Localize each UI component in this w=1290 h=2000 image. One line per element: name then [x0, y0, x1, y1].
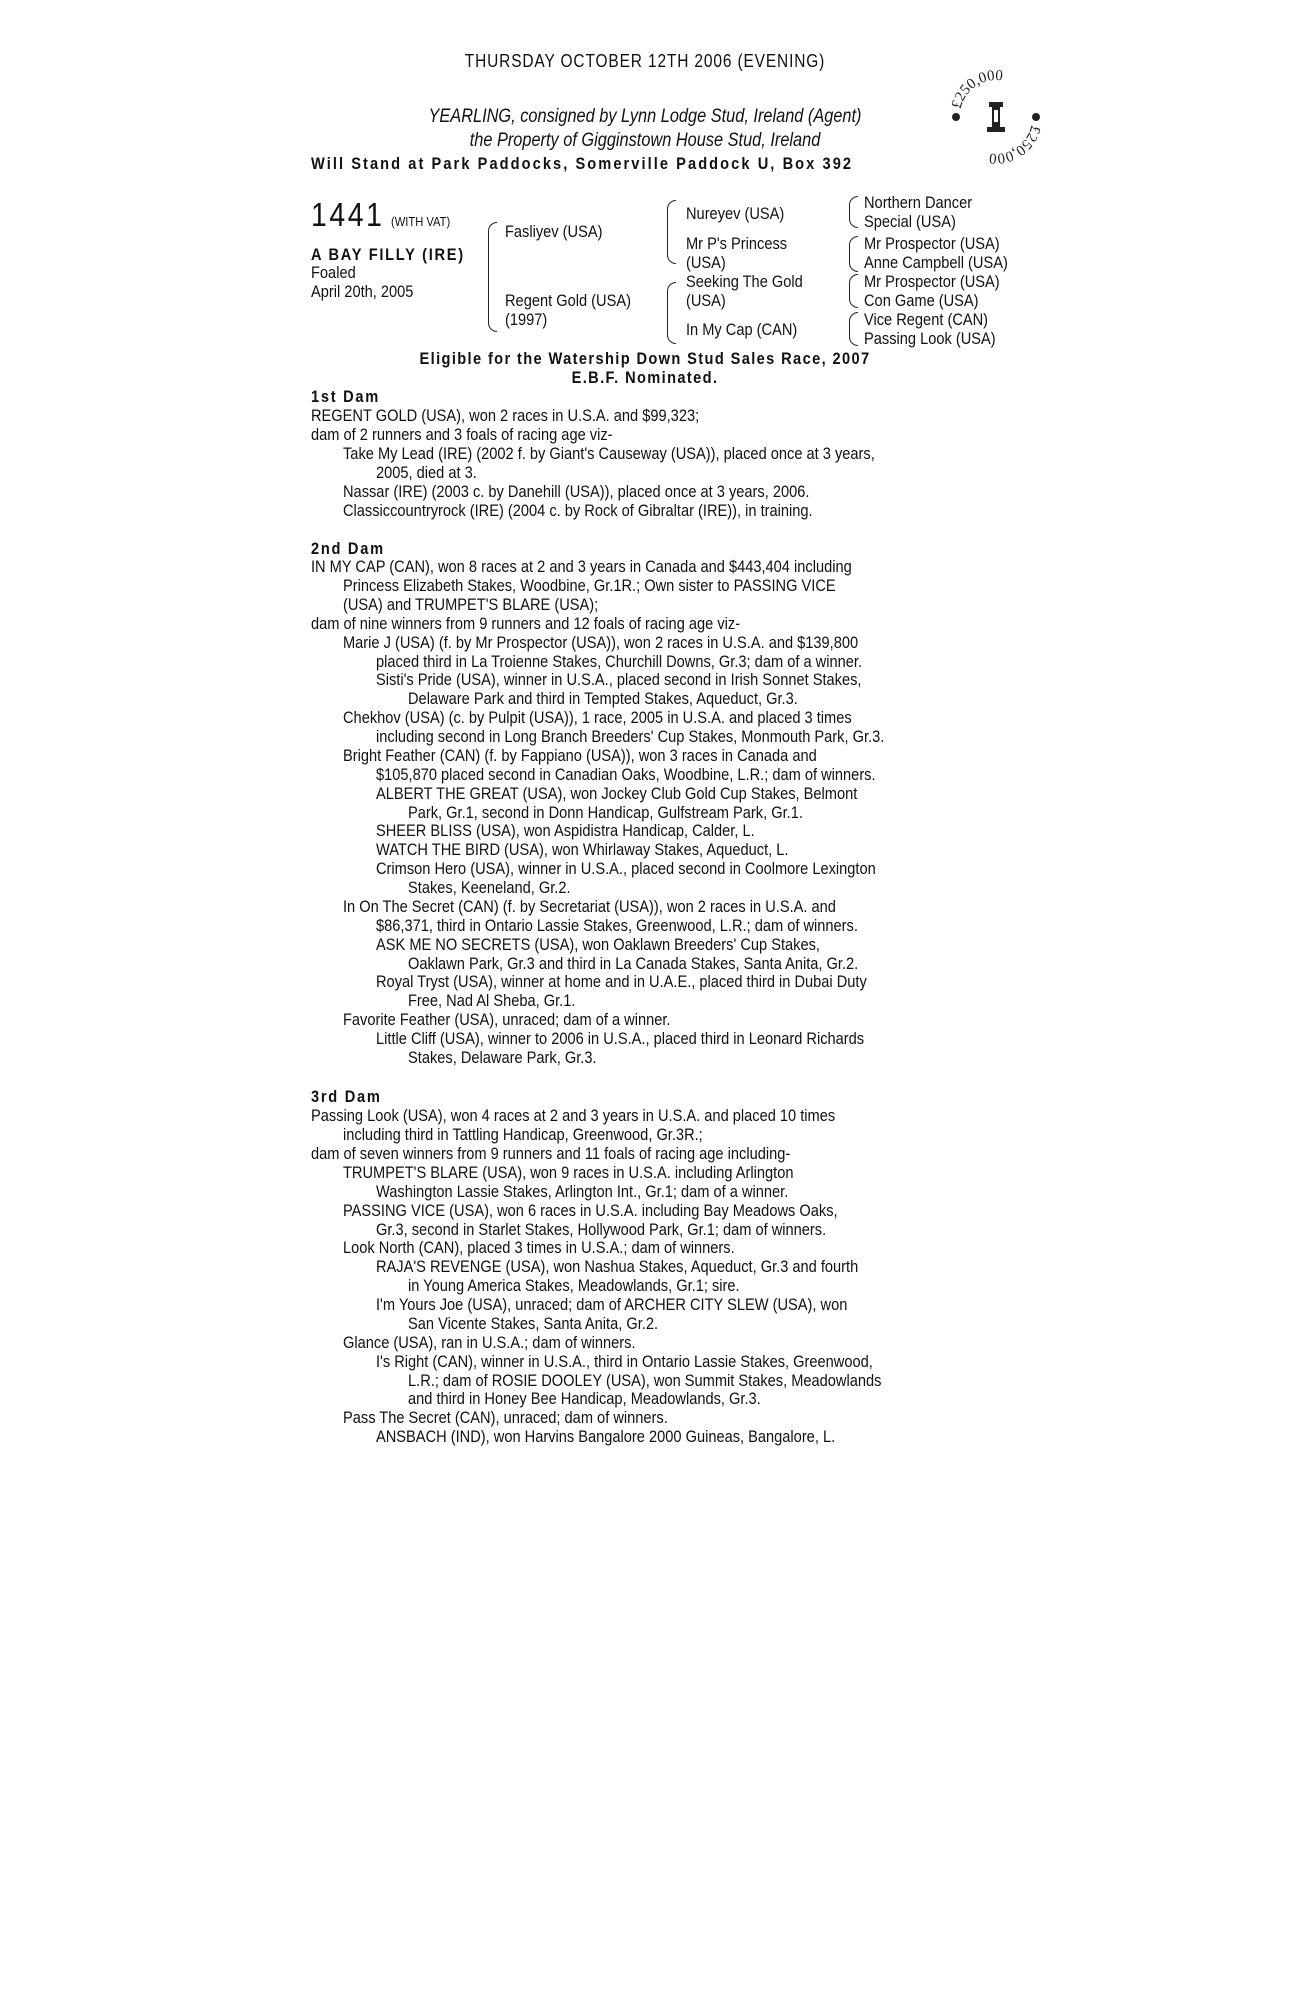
second-dam-line: including second in Long Branch Breeders' Cup Stakes, Monmouth Park, Gr.3.	[376, 727, 885, 746]
second-dam-line: (USA) and TRUMPET'S BLARE (USA);	[343, 595, 599, 614]
pedigree-brace-sire	[667, 200, 676, 264]
first-dam-line: REGENT GOLD (USA), won 2 races in U.S.A. and $99,323;	[311, 406, 700, 425]
third-dam-heading: 3rd Dam	[311, 1087, 382, 1106]
third-dam-line: L.R.; dam of ROSIE DOOLEY (USA), won Summit Stakes, Meadowlands	[408, 1371, 882, 1390]
third-dam-line: I'm Yours Joe (USA), unraced; dam of ARCHER CITY SLEW (USA), won	[376, 1295, 848, 1314]
second-dam-line: Princess Elizabeth Stakes, Woodbine, Gr.1R.; Own sister to PASSING VICE	[343, 576, 836, 595]
eligibility-line-2: E.B.F. Nominated.	[571, 368, 719, 387]
sale-title: THURSDAY OCTOBER 12TH 2006 (EVENING)	[464, 51, 826, 71]
ggs-4: Vice Regent (CAN)	[864, 310, 989, 329]
dam-year: (1997)	[505, 310, 548, 329]
third-dam-line: I's Right (CAN), winner in U.S.A., third in Ontario Lassie Stakes, Greenwood,	[376, 1352, 873, 1371]
pedigree-brace-ds	[849, 274, 858, 308]
first-dam-heading: 1st Dam	[311, 387, 380, 406]
ggs-2: Mr Prospector (USA)	[864, 234, 1000, 253]
pedigree-brace-dd	[849, 312, 858, 346]
ggd-1: Special (USA)	[864, 212, 956, 231]
third-dam-line: Passing Look (USA), won 4 races at 2 and 3 years in U.S.A. and placed 10 times	[311, 1106, 836, 1125]
third-dam-line: Glance (USA), ran in U.S.A.; dam of winners.	[343, 1333, 636, 1352]
second-dam-line: Delaware Park and third in Tempted Stakes, Aqueduct, Gr.3.	[408, 689, 798, 708]
foaled-label: Foaled	[311, 263, 356, 282]
third-dam-line: Look North (CAN), placed 3 times in U.S.A.; dam of winners.	[343, 1238, 735, 1257]
third-dam-line: dam of seven winners from 9 runners and 11 foals of racing age including-	[311, 1144, 791, 1163]
second-dam-line: dam of nine winners from 9 runners and 12 foals of racing age viz-	[311, 614, 741, 633]
third-dam-line: and third in Honey Bee Handicap, Meadowlands, Gr.3.	[408, 1389, 761, 1408]
foaled-date: April 20th, 2005	[311, 282, 414, 301]
pedigree-brace-sd	[849, 236, 858, 272]
ggs-1: Northern Dancer	[864, 193, 973, 212]
price-stamp-bottom: £250,000	[988, 123, 1044, 166]
pedigree-brace-ss	[849, 196, 858, 228]
dam: Regent Gold (USA)	[505, 291, 631, 310]
second-dam-line: Marie J (USA) (f. by Mr Prospector (USA)), won 2 races in U.S.A. and $139,800	[343, 633, 859, 652]
third-dam-line: including third in Tattling Handicap, Greenwood, Gr.3R.;	[343, 1125, 703, 1144]
second-dam-line: In On The Secret (CAN) (f. by Secretariat (USA)), won 2 races in U.S.A. and	[343, 897, 836, 916]
third-dam-line: in Young America Stakes, Meadowlands, Gr.1; sire.	[408, 1276, 740, 1295]
ggd-4: Passing Look (USA)	[864, 329, 996, 348]
pedigree-brace-dam	[667, 282, 676, 344]
first-dam-line: dam of 2 runners and 3 foals of racing age viz-	[311, 425, 613, 444]
sire: Fasliyev (USA)	[505, 222, 603, 241]
sire-of-dam: Seeking The Gold	[686, 272, 803, 291]
sire-of-sire: Nureyev (USA)	[686, 204, 785, 223]
second-dam-line: Free, Nad Al Sheba, Gr.1.	[408, 991, 576, 1010]
first-dam-line: 2005, died at 3.	[376, 463, 477, 482]
third-dam-line: TRUMPET'S BLARE (USA), won 9 races in U.S.A. including Arlington	[343, 1163, 794, 1182]
third-dam-line: ANSBACH (IND), won Harvins Bangalore 2000 Guineas, Bangalore, L.	[376, 1427, 836, 1446]
first-dam-line: Nassar (IRE) (2003 c. by Danehill (USA)), placed once at 3 years, 2006.	[343, 482, 810, 501]
third-dam-line: Pass The Secret (CAN), unraced; dam of winners.	[343, 1408, 668, 1427]
vat-note: (WITH VAT)	[391, 214, 451, 229]
second-dam-line: WATCH THE BIRD (USA), won Whirlaway Stakes, Aqueduct, L.	[376, 840, 789, 859]
second-dam-line: Bright Feather (CAN) (f. by Fappiano (USA)), won 3 races in Canada and	[343, 746, 817, 765]
third-dam-line: Gr.3, second in Starlet Stakes, Hollywood Park, Gr.1; dam of winners.	[376, 1220, 827, 1239]
third-dam-line: San Vicente Stakes, Santa Anita, Gr.2.	[408, 1314, 659, 1333]
second-dam-line: Park, Gr.1, second in Donn Handicap, Gulfstream Park, Gr.1.	[408, 803, 803, 822]
eligibility-line-1: Eligible for the Watership Down Stud Sales Race, 2007	[419, 349, 871, 368]
second-dam-line: ASK ME NO SECRETS (USA), won Oaklawn Breeders' Cup Stakes,	[376, 935, 820, 954]
dam-of-sire: Mr P's Princess	[686, 234, 788, 253]
dam-of-sire-country: (USA)	[686, 253, 726, 272]
lot-number: 1441	[311, 196, 385, 233]
price-seal	[946, 66, 1046, 166]
second-dam-line: Stakes, Delaware Park, Gr.3.	[408, 1048, 597, 1067]
third-dam-line: PASSING VICE (USA), won 6 races in U.S.A. including Bay Meadows Oaks,	[343, 1201, 838, 1220]
second-dam-line: placed third in La Troienne Stakes, Churchill Downs, Gr.3; dam of a winner.	[376, 652, 862, 671]
consignment-line-1: YEARLING, consigned by Lynn Lodge Stud, Ireland (Agent)	[428, 106, 862, 127]
third-dam-line: Washington Lassie Stakes, Arlington Int., Gr.1; dam of a winner.	[376, 1182, 789, 1201]
second-dam-heading: 2nd Dam	[311, 539, 385, 558]
second-dam-line: Chekhov (USA) (c. by Pulpit (USA)), 1 race, 2005 in U.S.A. and placed 3 times	[343, 708, 852, 727]
second-dam-line: $86,371, third in Ontario Lassie Stakes, Greenwood, L.R.; dam of winners.	[376, 916, 858, 935]
second-dam-line: Royal Tryst (USA), winner at home and in U.A.E., placed third in Dubai Duty	[376, 972, 867, 991]
hammer-icon	[987, 102, 1005, 132]
ggd-3: Con Game (USA)	[864, 291, 979, 310]
second-dam-line: Little Cliff (USA), winner to 2006 in U.S.A., placed third in Leonard Richards	[376, 1029, 865, 1048]
second-dam-line: $105,870 placed second in Canadian Oaks, Woodbine, L.R.; dam of winners.	[376, 765, 876, 784]
sire-of-dam-country: (USA)	[686, 291, 726, 310]
lot-description: A BAY FILLY (IRE)	[311, 245, 465, 264]
stand-location: Will Stand at Park Paddocks, Somerville Paddock U, Box 392	[311, 154, 854, 173]
ggs-3: Mr Prospector (USA)	[864, 272, 1000, 291]
second-dam-line: IN MY CAP (CAN), won 8 races at 2 and 3 years in Canada and $443,404 including	[311, 557, 852, 576]
price-stamp-top: £250,000	[948, 67, 1004, 111]
consignment-line-2: the Property of Gigginstown House Stud, Ireland	[469, 130, 821, 151]
second-dam-line: Crimson Hero (USA), winner in U.S.A., placed second in Coolmore Lexington	[376, 859, 876, 878]
second-dam-line: Stakes, Keeneland, Gr.2.	[408, 878, 571, 897]
ggd-2: Anne Campbell (USA)	[864, 253, 1008, 272]
second-dam-line: Oaklawn Park, Gr.3 and third in La Canada Stakes, Santa Anita, Gr.2.	[408, 954, 859, 973]
second-dam-line: Sisti's Pride (USA), winner in U.S.A., placed second in Irish Sonnet Stakes,	[376, 670, 862, 689]
second-dam-line: ALBERT THE GREAT (USA), won Jockey Club Gold Cup Stakes, Belmont	[376, 784, 858, 803]
second-dam-line: Favorite Feather (USA), unraced; dam of a winner.	[343, 1010, 671, 1029]
pedigree-brace-main	[488, 222, 497, 332]
second-dam-line: SHEER BLISS (USA), won Aspidistra Handicap, Calder, L.	[376, 821, 755, 840]
third-dam-line: RAJA'S REVENGE (USA), won Nashua Stakes, Aqueduct, Gr.3 and fourth	[376, 1257, 859, 1276]
dam-of-dam: In My Cap (CAN)	[686, 320, 798, 339]
first-dam-line: Classiccountryrock (IRE) (2004 c. by Rock of Gibraltar (IRE)), in training.	[343, 501, 813, 520]
first-dam-line: Take My Lead (IRE) (2002 f. by Giant's Causeway (USA)), placed once at 3 years,	[343, 444, 875, 463]
